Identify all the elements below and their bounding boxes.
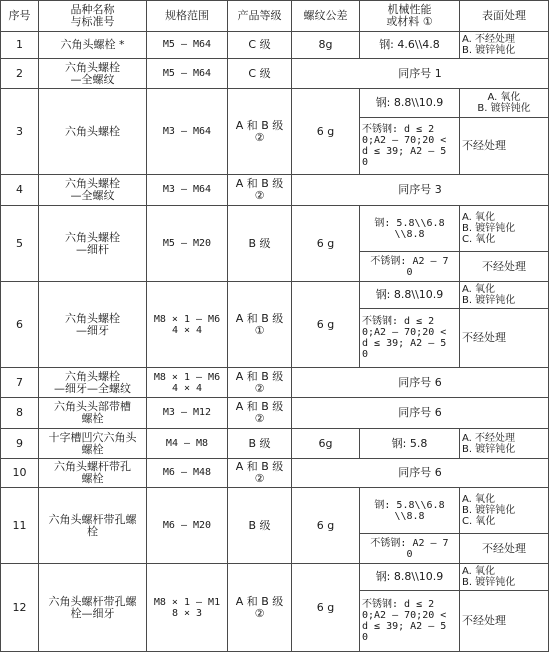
row10-name: 六角头螺杆带孔 螺栓 [38, 458, 147, 488]
row8-grade: A 和 B 级 ② [227, 397, 292, 429]
row2-same-as: 同序号 1 [291, 58, 549, 89]
row4-grade: A 和 B 级 ② [227, 174, 292, 206]
header-surface: 表面处理 [459, 0, 549, 32]
row1-grade: C 级 [227, 31, 292, 59]
header-spec: 规格范围 [146, 0, 228, 32]
row3-spec: M3 — M64 [146, 88, 228, 175]
row4-name: 六角头螺栓 —全螺纹 [38, 174, 147, 206]
row10-no: 10 [0, 458, 39, 488]
row6-no: 6 [0, 281, 39, 368]
row1-spec: M5 — M64 [146, 31, 228, 59]
row9-no: 9 [0, 428, 39, 459]
row12-spec: M8 × 1 — M1 8 × 3 [146, 563, 228, 652]
row2-name: 六角头螺栓 —全螺纹 [38, 58, 147, 89]
row12-no: 12 [0, 563, 39, 652]
row12-surface-stainless: 不经处理 [459, 590, 549, 652]
row1-mechanical: 钢: 4.6\\4.8 [359, 31, 460, 59]
row11-name: 六角头螺杆带孔螺 栓 [38, 487, 147, 564]
row9-spec: M4 — M8 [146, 428, 228, 459]
row8-no: 8 [0, 397, 39, 429]
row9-mechanical: 钢: 5.8 [359, 428, 460, 459]
row7-no: 7 [0, 367, 39, 398]
row5-mechanical-steel: 钢: 5.8\\6.8 \\8.8 [359, 205, 460, 252]
row3-surface-stainless: 不经处理 [459, 117, 549, 175]
row5-grade: B 级 [227, 205, 292, 282]
header-grade: 产品等级 [227, 0, 292, 32]
row7-name: 六角头螺栓 —细牙—全螺纹 [38, 367, 147, 398]
row6-name: 六角头螺栓 —细牙 [38, 281, 147, 368]
row10-grade: A 和 B 级 ② [227, 458, 292, 488]
row5-mechanical-stainless: 不锈钢: A2 — 7 0 [359, 251, 460, 282]
row1-name: 六角头螺栓 * [38, 31, 147, 59]
row6-mechanical-steel: 钢: 8.8\\10.9 [359, 281, 460, 309]
header-name: 品种名称 与标准号 [38, 0, 147, 32]
row2-spec: M5 — M64 [146, 58, 228, 89]
row2-grade: C 级 [227, 58, 292, 89]
row6-spec: M8 × 1 — M6 4 × 4 [146, 281, 228, 368]
row12-mechanical-steel: 钢: 8.8\\10.9 [359, 563, 460, 591]
row4-no: 4 [0, 174, 39, 206]
row4-spec: M3 — M64 [146, 174, 228, 206]
row3-tolerance: 6 g [291, 88, 360, 175]
row5-no: 5 [0, 205, 39, 282]
row5-surface-stainless: 不经处理 [459, 251, 549, 282]
row9-grade: B 级 [227, 428, 292, 459]
row11-tolerance: 6 g [291, 487, 360, 564]
row7-same-as: 同序号 6 [291, 367, 549, 398]
row7-grade: A 和 B 级 ② [227, 367, 292, 398]
row9-name: 十字槽凹穴六角头 螺栓 [38, 428, 147, 459]
row6-surface-steel: A. 氧化 B. 镀锌钝化 [459, 281, 549, 309]
row11-surface-steel: A. 氧化 B. 镀锌钝化 C. 氧化 [459, 487, 549, 534]
row9-surface: A. 不经处理 B. 镀锌钝化 [459, 428, 549, 459]
row11-surface-stainless: 不经处理 [459, 533, 549, 564]
row6-grade: A 和 B 级 ① [227, 281, 292, 368]
row3-surface-steel: A. 氧化 B. 镀锌钝化 [459, 88, 549, 118]
row1-no: 1 [0, 31, 39, 59]
row12-grade: A 和 B 级 ② [227, 563, 292, 652]
row11-no: 11 [0, 487, 39, 564]
row6-mechanical-stainless: 不锈钢: d ≤ 2 0;A2 — 70;20 < d ≤ 39; A2 — 5 0 [359, 308, 460, 368]
row12-tolerance: 6 g [291, 563, 360, 652]
row3-name: 六角头螺栓 [38, 88, 147, 175]
row8-same-as: 同序号 6 [291, 397, 549, 429]
row1-surface: A. 不经处理 B. 镀锌钝化 [459, 31, 549, 59]
row6-tolerance: 6 g [291, 281, 360, 368]
row5-surface-steel: A. 氧化 B. 镀锌钝化 C. 氧化 [459, 205, 549, 252]
row3-mechanical-steel: 钢: 8.8\\10.9 [359, 88, 460, 118]
row7-spec: M8 × 1 — M6 4 × 4 [146, 367, 228, 398]
row8-name: 六角头头部带槽 螺栓 [38, 397, 147, 429]
row12-name: 六角头螺杆带孔螺 栓—细牙 [38, 563, 147, 652]
row5-tolerance: 6 g [291, 205, 360, 282]
row10-same-as: 同序号 6 [291, 458, 549, 488]
row3-grade: A 和 B 级 ② [227, 88, 292, 175]
row9-tolerance: 6g [291, 428, 360, 459]
row3-mechanical-stainless: 不锈钢: d ≤ 2 0;A2 — 70;20 < d ≤ 39; A2 — 5 0 [359, 117, 460, 175]
row11-spec: M6 — M20 [146, 487, 228, 564]
row8-spec: M3 — M12 [146, 397, 228, 429]
row3-no: 3 [0, 88, 39, 175]
row5-name: 六角头螺栓 —细杆 [38, 205, 147, 282]
row2-no: 2 [0, 58, 39, 89]
row12-mechanical-stainless: 不锈钢: d ≤ 2 0;A2 — 70;20 < d ≤ 39; A2 — 5 0 [359, 590, 460, 652]
row6-surface-stainless: 不经处理 [459, 308, 549, 368]
row10-spec: M6 — M48 [146, 458, 228, 488]
row11-mechanical-stainless: 不锈钢: A2 — 7 0 [359, 533, 460, 564]
header-no: 序号 [0, 0, 39, 32]
header-mechanical: 机械性能 或材料 ① [359, 0, 460, 32]
row11-mechanical-steel: 钢: 5.8\\6.8 \\8.8 [359, 487, 460, 534]
row11-grade: B 级 [227, 487, 292, 564]
row5-spec: M5 — M20 [146, 205, 228, 282]
row4-same-as: 同序号 3 [291, 174, 549, 206]
header-tolerance: 螺纹公差 [291, 0, 360, 32]
row1-tolerance: 8g [291, 31, 360, 59]
row12-surface-steel: A. 氧化 B. 镀锌钝化 [459, 563, 549, 591]
